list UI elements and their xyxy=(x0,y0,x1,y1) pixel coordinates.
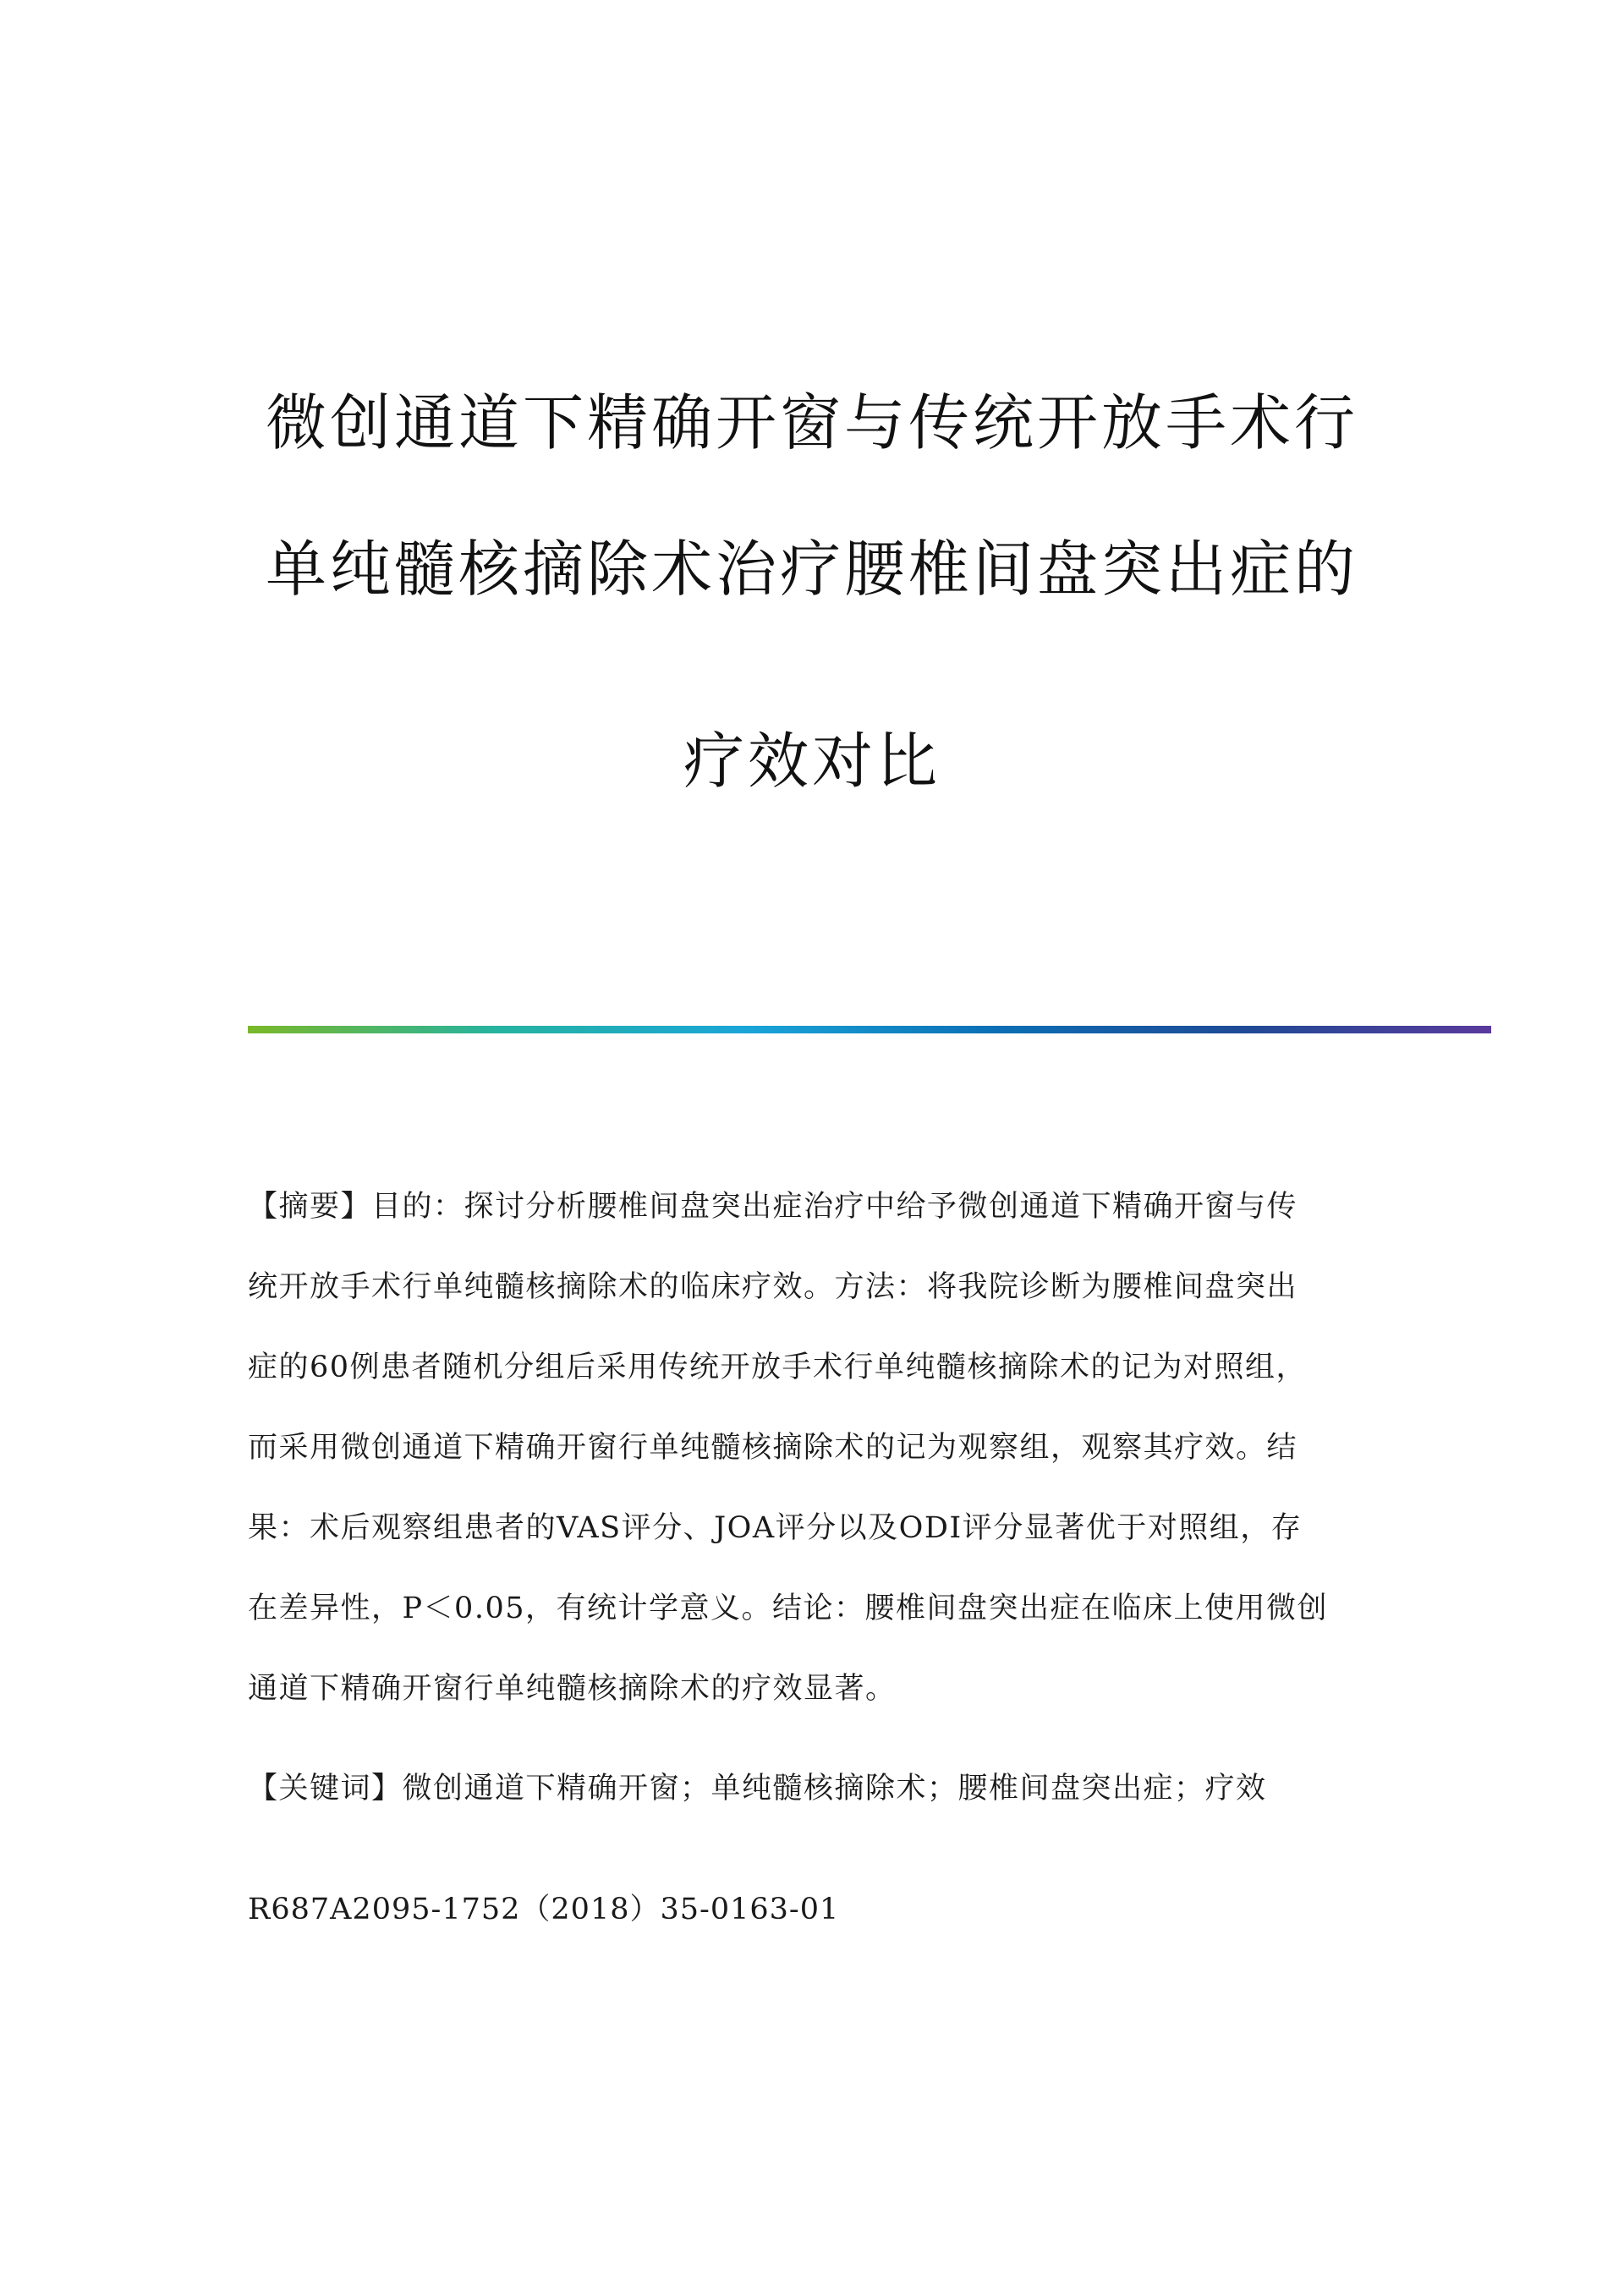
classification-code: R687A2095-1752（2018）35-0163-01 xyxy=(248,1893,840,1926)
abstract-line: 在差异性，P＜0.05，有统计学意义。结论：腰椎间盘突出症在临床上使用微创 xyxy=(248,1592,1328,1625)
abstract xyxy=(248,1167,1398,1729)
abstract-line: 【摘要】目的：探讨分析腰椎间盘突出症治疗中给予微创通道下精确开窗与传 xyxy=(248,1190,1298,1224)
abstract-line: 而采用微创通道下精确开窗行单纯髓核摘除术的记为观察组，观察其疗效。结 xyxy=(248,1431,1298,1465)
title-line-1: 微创通道下精确开窗与传统开放手术行 xyxy=(265,387,1358,458)
abstract-line: 症的60例患者随机分组后采用传统开放手术行单纯髓核摘除术的记为对照组， xyxy=(248,1351,1308,1384)
abstract-line: 果：术后观察组患者的VAS评分、JOA评分以及ODI评分显著优于对照组，存 xyxy=(248,1511,1303,1545)
abstract-line: 统开放手术行单纯髓核摘除术的临床疗效。方法：将我院诊断为腰椎间盘突出 xyxy=(248,1270,1298,1304)
gradient-divider xyxy=(248,1026,1491,1033)
keywords: 【关键词】微创通道下精确开窗；单纯髓核摘除术；腰椎间盘突出症；疗效 xyxy=(248,1772,1267,1806)
abstract-line: 通道下精确开窗行单纯髓核摘除术的疗效显著。 xyxy=(248,1672,897,1706)
title-line-2: 单纯髓核摘除术治疗腰椎间盘突出症的 xyxy=(265,534,1358,605)
title-line-3: 疗效对比 xyxy=(683,726,941,797)
